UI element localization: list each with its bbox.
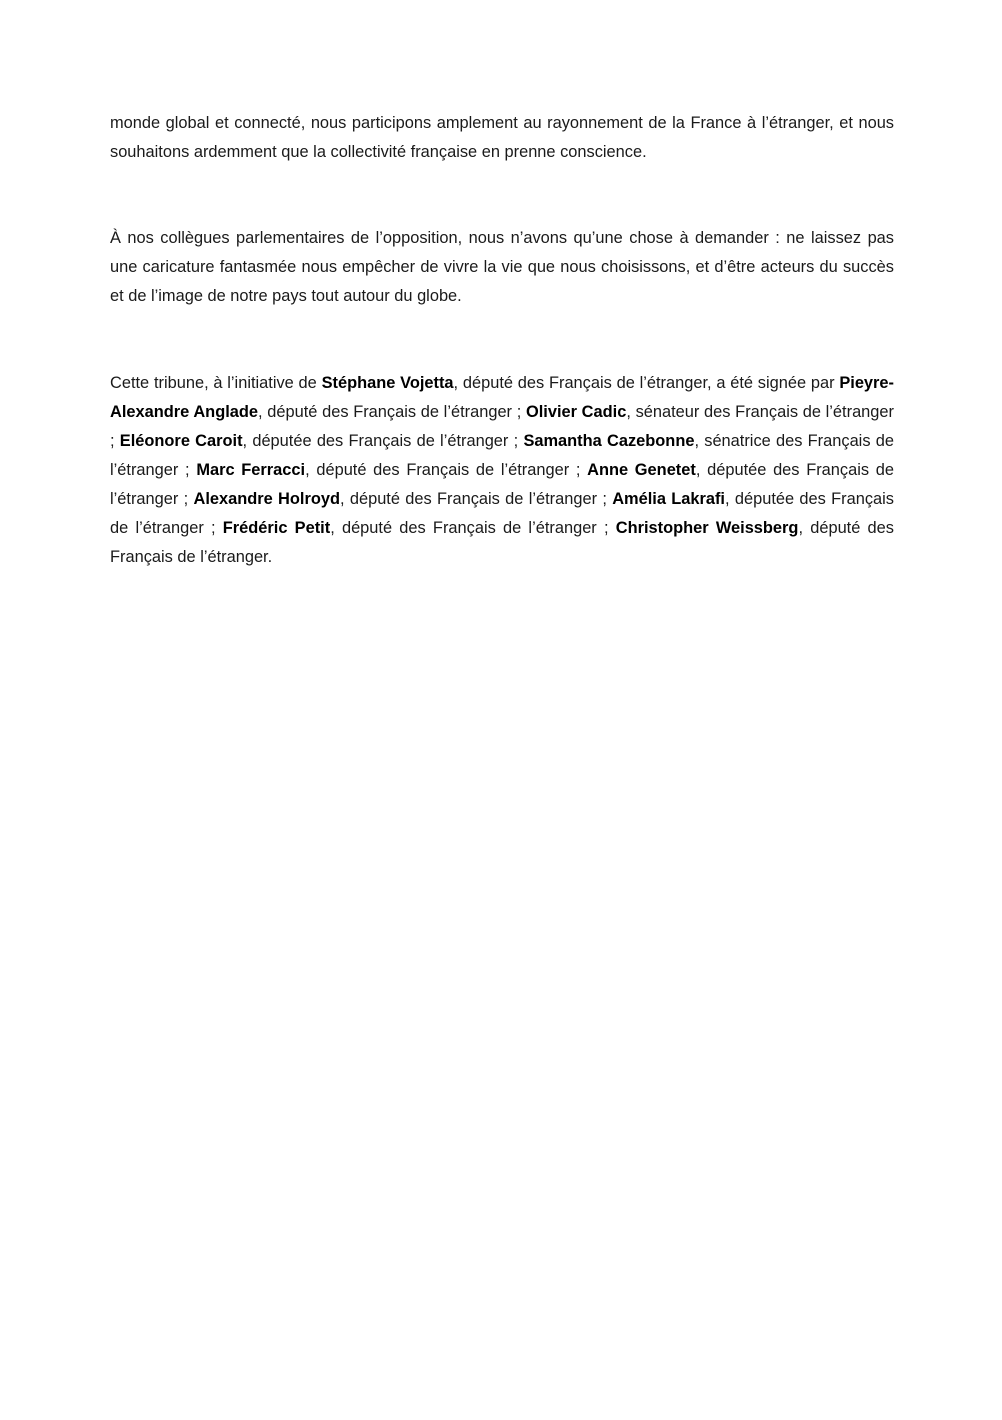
signatory-name: Eléonore Caroit bbox=[119, 432, 243, 450]
document-body bbox=[110, 109, 894, 572]
signatory-name: Samantha Cazebonne bbox=[523, 432, 695, 450]
initiator-role: , député des Français de l’étranger, a été signée par bbox=[453, 374, 840, 392]
signatory-role: , député des Français de l’étranger ; bbox=[305, 461, 588, 479]
signatory-name: Frédéric Petit bbox=[222, 519, 331, 537]
signatory-role: , députée des Français de l’étranger ; bbox=[242, 432, 524, 450]
signatory-role: , député des Français de l’étranger. bbox=[110, 519, 894, 566]
signatory-role: , députée des Français de l’étranger ; bbox=[110, 461, 894, 508]
signatory-role: , député des Français de l’étranger ; bbox=[339, 490, 613, 508]
signatory-name: Olivier Cadic bbox=[525, 403, 627, 421]
paragraph-global-influence: monde global et connecté, nous participons amplement au rayonnement de la France à l’étranger, et nous souhaitons ardemment que la collectivité française en prenne conscience. bbox=[110, 114, 894, 161]
signatory-name: Marc Ferracci bbox=[196, 461, 306, 479]
signatory-role: , député des Français de l’étranger ; bbox=[258, 403, 526, 421]
signatory-role: , députée des Français de l’étranger ; bbox=[110, 490, 894, 537]
paragraph-appeal-to-opposition: À nos collègues parlementaires de l’opposition, nous n’avons qu’une chose à demander : ne laissez pas une caricature fantasmée nous empêcher de vivre la vie que nous choisissons, et d’être acteurs du succès et de l’image de notre pays tout autour du globe. bbox=[110, 229, 894, 305]
signatory-name: Amélia Lakrafi bbox=[612, 490, 725, 508]
signatory-name: Alexandre Holroyd bbox=[193, 490, 340, 508]
initiator-name: Stéphane Vojetta bbox=[321, 374, 454, 392]
signatory-name: Pieyre-Alexandre Anglade bbox=[110, 374, 894, 421]
signatory-name: Anne Genetet bbox=[587, 461, 696, 479]
signatory-role: , sénatrice des Français de l’étranger ; bbox=[110, 432, 894, 479]
signature-intro: Cette tribune, à l’initiative de bbox=[110, 374, 322, 392]
signatory-name: Christopher Weissberg bbox=[615, 519, 799, 537]
signatory-role: , député des Français de l’étranger ; bbox=[330, 519, 616, 537]
paragraph-signatories bbox=[110, 369, 894, 572]
signatory-role: , sénateur des Français de l’étranger ; bbox=[110, 403, 894, 450]
